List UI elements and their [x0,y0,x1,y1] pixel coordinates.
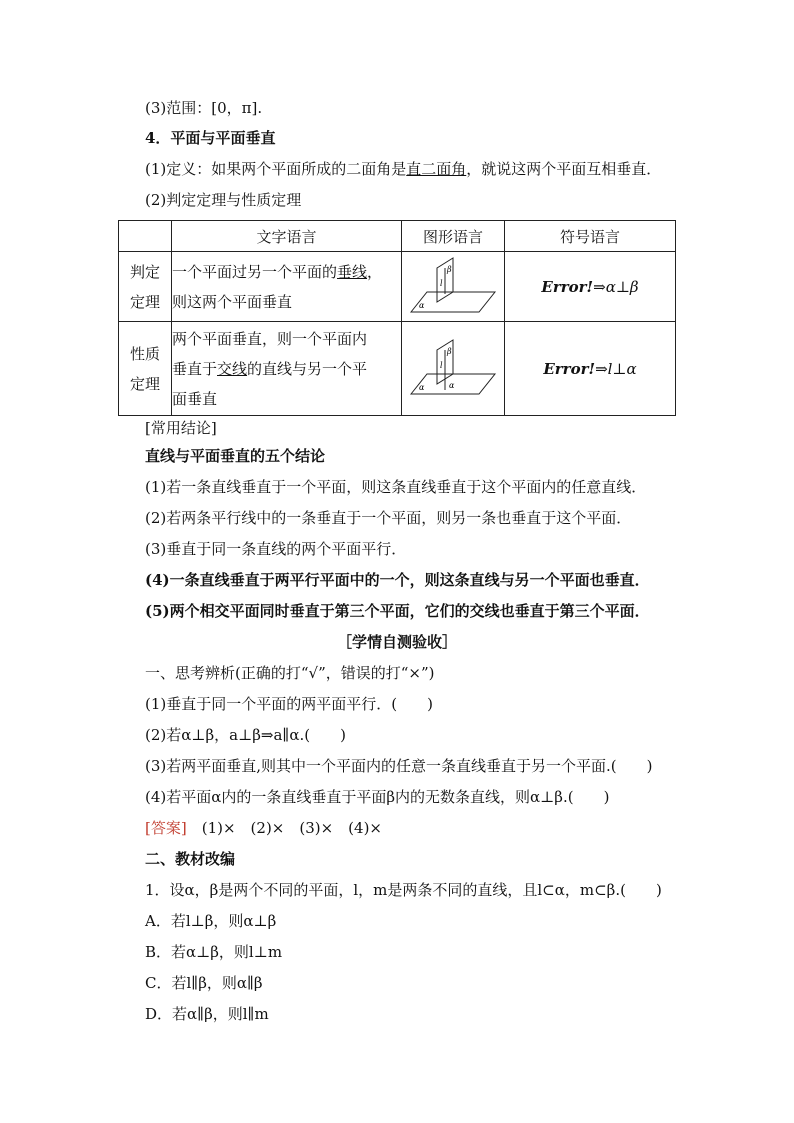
alpha-label: α [419,300,425,310]
row-label-line: 判定 [129,262,160,281]
symbol-cell [505,322,676,416]
definition-line [145,159,661,179]
row-label [119,252,172,322]
answer-text: (1)× (2)× (3)× (4)× [201,819,382,837]
table-header: 图形语言 [402,221,505,252]
text-line: 两个平面垂直，则一个平面内 [172,329,368,348]
quiz-item: (4)若平面α内的一条直线垂直于平面β内的无数条直线，则α⊥β.( ) [145,788,610,806]
text-segment: 垂直于 [172,359,218,378]
l-label: l [440,278,443,288]
figure-cell [402,252,505,322]
symbol-expression: ⇒l⊥α [595,359,637,378]
table-header-row [119,221,676,252]
row-label-line: 定理 [129,374,160,393]
table-row [119,322,676,416]
option-d: D．若α∥β，则l∥m [145,1005,269,1023]
table-corner-cell [119,221,172,252]
perpendicular-planes-figure [407,254,499,320]
symbol-expression: ⇒α⊥β [593,277,639,296]
conclusion-item: (5)两个相交平面同时垂直于第三个平面，它们的交线也垂直于第三个平面． [145,602,650,620]
answer-line [145,818,382,838]
text-description [172,252,402,322]
definition-prefix: (1)定义：如果两个平面所成的二面角是 [145,160,407,178]
conclusions-tag: [常用结论] [145,419,217,437]
text-line: 则这两个平面垂直 [172,292,293,311]
quiz-part2-title: 二、教材改编 [145,850,236,868]
text-segment: 的直线与另一个平 [247,359,368,378]
perpendicular-planes-figure [407,336,499,402]
conclusion-item: (4)一条直线垂直于两平行平面中的一个，则这条直线与另一个平面也垂直． [145,571,650,589]
range-line: (3)范围：[0，π]. [145,99,263,117]
conclusion-item: (3)垂直于同一条直线的两个平面平行． [145,540,407,558]
text-underlined: 垂线 [337,262,368,281]
text-line [172,257,401,287]
question-1-stem: 1．设α，β是两个不同的平面，l，m是两条不同的直线，且l⊂α，m⊂β.( ) [145,881,662,899]
option-c: C．若l∥β，则α∥β [145,974,263,992]
definition-underlined: 直二面角 [406,160,467,178]
row-label-line: 性质 [129,344,160,363]
theorem-table [118,220,676,416]
text-line: 面垂直 [172,389,218,408]
text-line [172,354,401,384]
quiz-part1-title: 一、思考辨析(正确的打“√”，错误的打“×”) [145,664,435,682]
figure-cell [402,322,505,416]
table-header: 符号语言 [505,221,676,252]
symbol-error: Error! [541,277,594,296]
definition-suffix: ，就说这两个平面互相垂直． [466,160,662,178]
text-segment: ， [367,262,383,281]
quiz-section-title: ［学情自测验收］ [336,633,457,651]
answer-label: [答案] [145,819,187,837]
conclusions-title: 直线与平面垂直的五个结论 [145,447,326,465]
beta-label: β [447,346,452,356]
table-row [119,252,676,322]
section-4-title: 4．平面与平面垂直 [145,129,276,147]
symbol-error: Error! [543,359,596,378]
quiz-item: (3)若两平面垂直,则其中一个平面内的任意一条直线垂直于另一个平面.( ) [145,757,653,775]
alpha-label: α [419,382,425,392]
quiz-item: (1)垂直于同一个平面的两平面平行．( ) [145,695,433,713]
text-underlined: 交线 [217,359,248,378]
table-header: 文字语言 [172,221,402,252]
option-a: A．若l⊥β，则α⊥β [145,912,277,930]
beta-label: β [447,264,452,274]
quiz-item: (2)若α⊥β，a⊥β⇒a∥α.( ) [145,726,346,744]
text-segment: 一个平面过另一个平面的 [172,262,338,281]
conclusion-item: (2)若两条平行线中的一条垂直于一个平面，则另一条也垂直于这个平面． [145,509,632,527]
alpha-label-lower: α [449,380,455,390]
subsection-2-title: (2)判定定理与性质定理 [145,191,302,209]
option-b: B．若α⊥β，则l⊥m [145,943,283,961]
conclusion-item: (1)若一条直线垂直于一个平面，则这条直线垂直于这个平面内的任意直线． [145,478,647,496]
symbol-cell [505,252,676,322]
l-label: l [440,360,443,370]
text-description [172,322,402,416]
row-label-line: 定理 [129,292,160,311]
row-label [119,322,172,416]
